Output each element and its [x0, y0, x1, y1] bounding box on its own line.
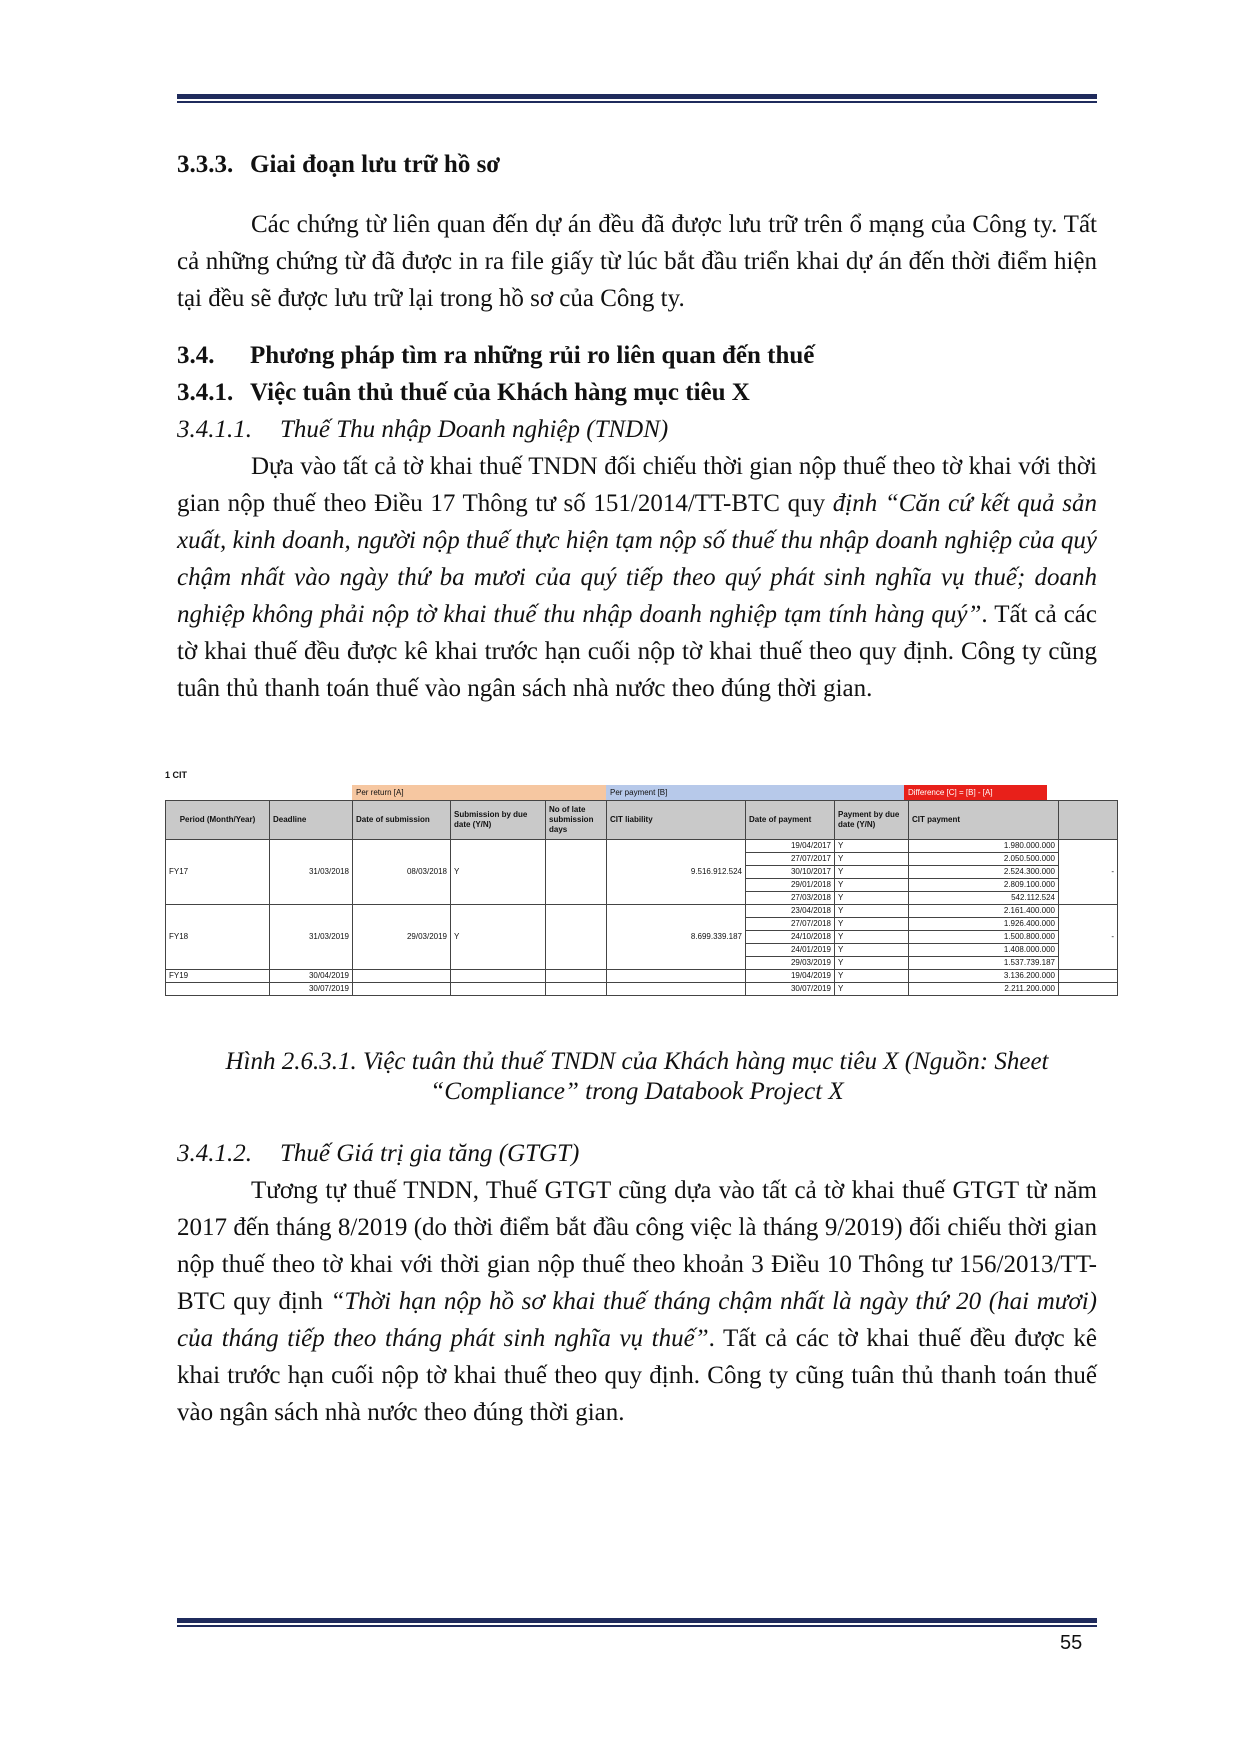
figure-title: 1 CIT: [165, 770, 188, 780]
table-cell: 2.211.200.000: [909, 983, 1059, 996]
cit-table: [165, 800, 1118, 996]
figure-caption: Hình 2.6.3.1. Việc tuân thủ thuế TNDN của Khách hàng mục tiêu X (Nguồn: Sheet “Compliance” trong Databook Project X: [225, 1048, 1049, 1105]
table-cell: 27/07/2017: [746, 853, 835, 866]
table-cell: Y: [835, 879, 909, 892]
table-cell: -: [1059, 840, 1118, 905]
table-cell: 08/03/2018: [353, 840, 451, 905]
group-per-return: Per return [A]: [352, 785, 606, 800]
table-cell: 24/01/2019: [746, 944, 835, 957]
table-cell: Y: [451, 840, 546, 905]
table-cell: [546, 840, 607, 905]
table-cell: [546, 970, 607, 983]
table-cell: 29/01/2018: [746, 879, 835, 892]
table-cell: Y: [835, 931, 909, 944]
table-cell: Y: [835, 840, 909, 853]
table-cell: 1.537.739.187: [909, 957, 1059, 970]
page-content: [165, 146, 1114, 1431]
table-cell: 3.136.200.000: [909, 970, 1059, 983]
column-header: Submission by due date (Y/N): [451, 801, 546, 840]
table-cell: 29/03/2019: [746, 957, 835, 970]
column-header: CIT payment: [909, 801, 1059, 840]
footer-rule: [177, 1618, 1097, 1627]
table-cell: 27/07/2018: [746, 918, 835, 931]
column-header: Date of submission: [353, 801, 451, 840]
table-cell: 29/03/2019: [353, 905, 451, 970]
paragraph-storage: Các chứng từ liên quan đến dự án đều đã được lưu trữ trên ổ mạng của Công ty. Tất cả những chứng từ đã được in ra file giấy từ lúc bắt đầu triển khai dự án đến thời điểm hiện tại đều sẽ được lưu trữ lại trong hồ sơ của Công ty.: [177, 211, 1097, 312]
table-cell: 31/03/2018: [270, 840, 353, 905]
table-cell: 24/10/2018: [746, 931, 835, 944]
table-cell: [1059, 970, 1118, 983]
table-cell: 9.516.912.524: [607, 840, 746, 905]
table-cell: [166, 983, 270, 996]
paragraph-cit: Dựa vào tất cả tờ khai thuế TNDN đối chiếu thời gian nộp thuế theo tờ khai với thời gian nộp thuế theo Điều 17 Thông tư số 151/2014/TT-BTC quy định “Căn cứ kết quả sản xuất, kinh doanh, người nộp thuế thực hiện tạm nộp số thuế thu nhập doanh nghiệp của quý chậm nhất vào ngày thứ ba mươi của quý tiếp theo quý phát sinh nghĩa vụ thuế; doanh nghiệp không phải nộp tờ khai thuế thu nhập doanh nghiệp tạm tính hàng quý”. Tất cả các tờ khai thuế đều được kê khai trước hạn cuối nộp tờ khai thuế theo quy định. Công ty cũng tuân thủ thanh toán thuế vào ngân sách nhà nước theo đúng thời gian.: [177, 453, 1098, 702]
heading-3-4-1-2: 3.4.1.2. Thuế Giá trị gia tăng (GTGT): [177, 1140, 580, 1167]
column-header: CIT liability: [607, 801, 746, 840]
table-row: [166, 983, 1118, 996]
table-cell: Y: [835, 957, 909, 970]
table-cell: [451, 983, 546, 996]
column-header: Period (Month/Year): [166, 801, 270, 840]
column-header: [1059, 801, 1118, 840]
cit-compliance-figure: [165, 757, 1115, 1007]
table-cell: 27/03/2018: [746, 892, 835, 905]
table-cell: Y: [835, 944, 909, 957]
table-cell: 2.524.300.000: [909, 866, 1059, 879]
table-cell: [451, 970, 546, 983]
table-cell: 1.926.400.000: [909, 918, 1059, 931]
table-cell: 2.809.100.000: [909, 879, 1059, 892]
table-cell: [546, 983, 607, 996]
heading-3-4: 3.4. Phương pháp tìm ra những rủi ro liên quan đến thuế: [177, 342, 815, 369]
column-header: Deadline: [270, 801, 353, 840]
column-header: No of late submission days: [546, 801, 607, 840]
table-cell: [607, 970, 746, 983]
table-cell: 1.500.800.000: [909, 931, 1059, 944]
paragraph-vat: Tương tự thuế TNDN, Thuế GTGT cũng dựa vào tất cả tờ khai thuế GTGT từ năm 2017 đến tháng 8/2019 (do thời điểm bắt đầu công việc là tháng 9/2019) đối chiếu thời gian nộp thuế theo tờ khai với thời gian nộp thuế theo khoản 3 Điều 10 Thông tư 156/2013/TT-BTC quy định “Thời hạn nộp hồ sơ khai thuế tháng chậm nhất là ngày thứ 20 (hai mươi) của tháng tiếp theo tháng phát sinh nghĩa vụ thuế”. Tất cả các tờ khai thuế đều được kê khai trước hạn cuối nộp tờ khai thuế theo quy định. Công ty cũng tuân thủ thanh toán thuế vào ngân sách nhà nước theo đúng thời gian.: [177, 1177, 1097, 1426]
group-per-payment: Per payment [B]: [606, 785, 904, 800]
table-cell: 1.980.000.000: [909, 840, 1059, 853]
table-cell: [353, 983, 451, 996]
table-cell: FY17: [166, 840, 270, 905]
table-cell: [1059, 983, 1118, 996]
heading-3-4-1-1: 3.4.1.1. Thuế Thu nhập Doanh nghiệp (TNDN): [177, 416, 669, 443]
column-header: Date of payment: [746, 801, 835, 840]
table-cell: 30/07/2019: [746, 983, 835, 996]
heading-3-4-1: 3.4.1. Việc tuân thủ thuế của Khách hàng mục tiêu X: [177, 379, 750, 406]
table-cell: Y: [835, 853, 909, 866]
table-cell: FY18: [166, 905, 270, 970]
column-header: Payment by due date (Y/N): [835, 801, 909, 840]
page-number: 55: [1060, 1632, 1083, 1654]
table-cell: 19/04/2017: [746, 840, 835, 853]
table-cell: Y: [451, 905, 546, 970]
table-cell: 30/07/2019: [270, 983, 353, 996]
table-cell: 2.161.400.000: [909, 905, 1059, 918]
table-cell: 30/10/2017: [746, 866, 835, 879]
heading-3-3-3: 3.3.3. Giai đoạn lưu trữ hồ sơ: [177, 151, 501, 178]
table-row: [166, 970, 1118, 983]
table-cell: Y: [835, 970, 909, 983]
table-cell: [353, 970, 451, 983]
table-cell: Y: [835, 905, 909, 918]
table-row: [166, 840, 1118, 853]
table-cell: 23/04/2018: [746, 905, 835, 918]
table-cell: 8.699.339.187: [607, 905, 746, 970]
table-cell: 30/04/2019: [270, 970, 353, 983]
table-cell: FY19: [166, 970, 270, 983]
table-cell: Y: [835, 866, 909, 879]
table-cell: 2.050.500.000: [909, 853, 1059, 866]
table-cell: 31/03/2019: [270, 905, 353, 970]
table-cell: [607, 983, 746, 996]
group-difference: Difference [C] = [B] - [A]: [904, 785, 1047, 800]
table-cell: [546, 905, 607, 970]
table-row: [166, 905, 1118, 918]
table-cell: Y: [835, 983, 909, 996]
table-cell: 19/04/2019: [746, 970, 835, 983]
table-cell: 542.112.524: [909, 892, 1059, 905]
header-rule: [177, 94, 1097, 103]
table-cell: Y: [835, 918, 909, 931]
table-cell: -: [1059, 905, 1118, 970]
table-header-row: [166, 801, 1118, 840]
table-cell: Y: [835, 892, 909, 905]
table-cell: 1.408.000.000: [909, 944, 1059, 957]
